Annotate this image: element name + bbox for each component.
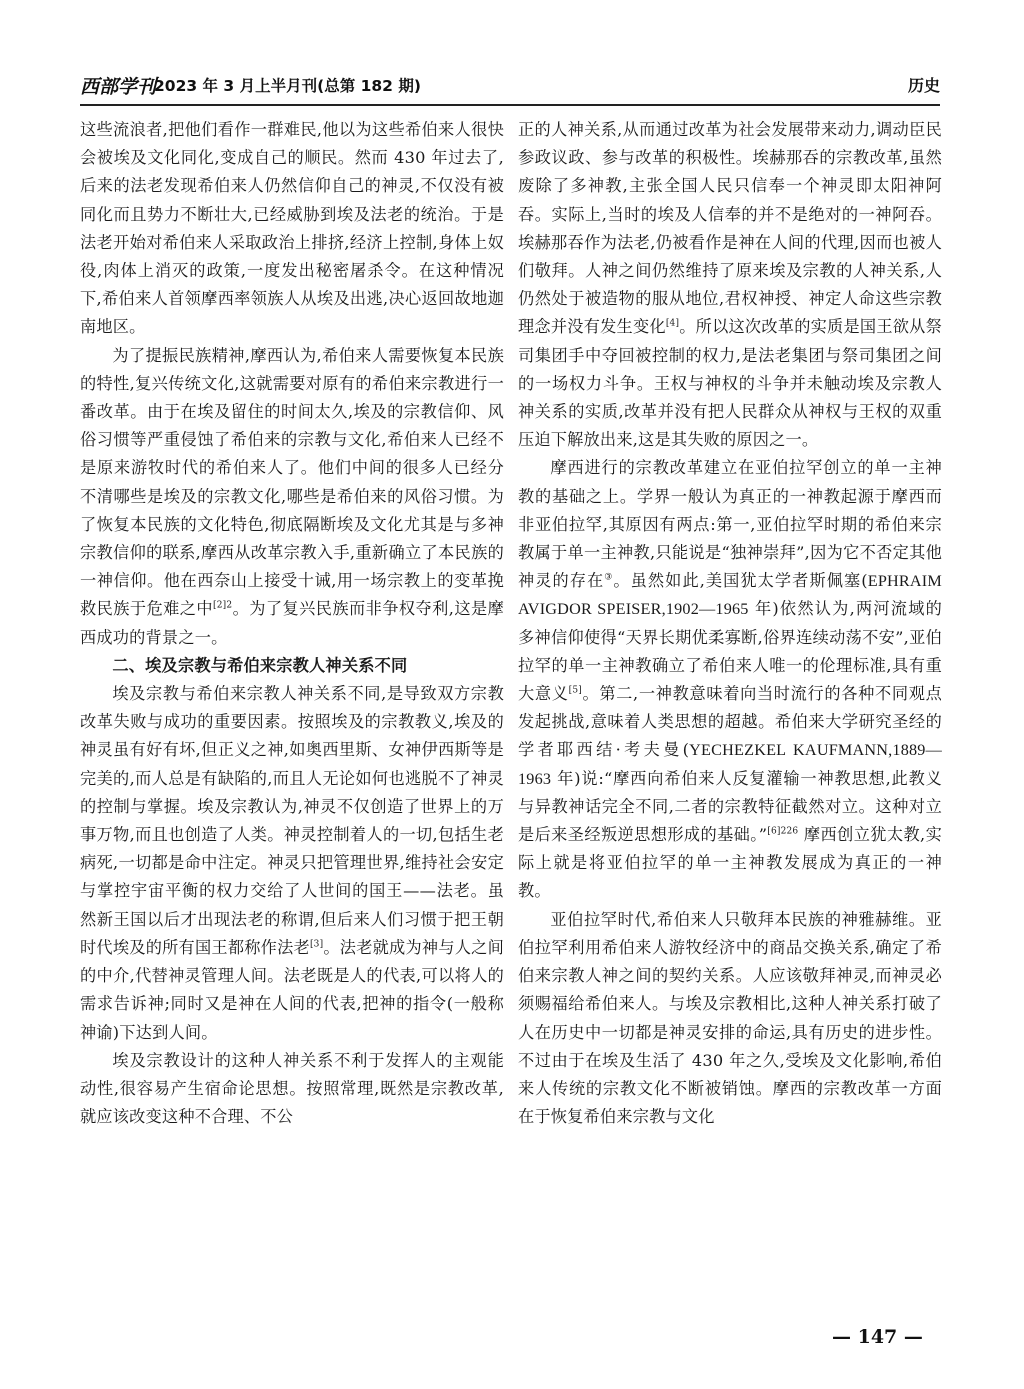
- section-title: 历史: [907, 76, 940, 95]
- paragraph-text: 摩西进行的宗教改革建立在亚伯拉罕创立的单一主神教的基础之上。学界一般认为真正的一神教起源于摩西而非亚伯拉罕,其原因有两点:第一,亚伯拉罕时期的希伯来宗教属于单一主神教,只能说是“独神崇拜”,因为它不否定其他神灵的存在: [518, 458, 942, 591]
- issue-info: 2023 年 3 月上半月刊(总第 182 期): [154, 77, 421, 95]
- paragraph: [518, 454, 942, 905]
- paragraph-text: 。所以这次改革的实质是国王欲从祭司集团手中夺回被控制的权力,是法老集团与祭司集团之间的一场权力斗争。王权与神权的斗争并未触动埃及宗教人神关系的实质,改革并没有把人民群众从神权与王权的双重压迫下解放出来,这是其失败的原因之一。: [518, 317, 942, 450]
- paragraph-text: 。法老就成为神与人之间的中介,代替神灵管理人间。法老既是人的代表,可以将人的需求告诉神;同时又是神在人间的代表,把神的指令(一般称神谕)下达到人间。: [80, 937, 504, 1042]
- left-column: [80, 116, 504, 1316]
- citation-ref: [4]: [665, 319, 680, 330]
- citation-ref: [2]2: [213, 601, 233, 612]
- citation-ref: [6]226: [767, 826, 799, 837]
- page-number: — 147 —: [832, 1326, 923, 1348]
- footnote-marker: ③: [604, 572, 614, 583]
- latin-name: YECHEZKEL KAUFMANN,1889—1963: [518, 741, 942, 788]
- paragraph-text: 。为了复兴民族而非争权夺利,这是摩西成功的背景之一。: [80, 599, 504, 647]
- citation-ref: [5]: [568, 685, 582, 696]
- journal-logo: 西部学刊: [80, 76, 157, 98]
- section-heading: 二、埃及宗教与希伯来宗教人神关系不同: [112, 655, 408, 675]
- paragraph: [80, 680, 504, 1047]
- paragraph-text: 年)说:“摩西向希伯来人反复灌输一神教思想,此教义与异教神话完全不同,二者的宗教特征截然对立。这种对立是后来圣经叛逆思想形成的基础。”: [518, 768, 942, 845]
- paragraph: [80, 342, 504, 652]
- right-column: [518, 116, 942, 1316]
- paragraph-text: 埃及宗教与希伯来宗教人神关系不同,是导致双方宗教改革失败与成功的重要因素。按照埃及的宗教教义,埃及的神灵虽有好有坏,但正义之神,如奥西里斯、女神伊西斯等是完美的,而人总是有缺陷的,而且人无论如何也逃脱不了神灵的控制与掌握。埃及宗教认为,神灵不仅创造了世界上的万事万物,而且也创造了人类。神灵控制着人的一切,包括生老病死,一切都是命中注定。神灵只把管理世界,维持社会安定与掌控宇宙平衡的权力交给了人世间的国王——法老。虽然新王国以后才出现法老的称谓,但后来人们习惯于把王朝时代埃及的所有国王都称作法老: [80, 684, 504, 957]
- paragraph-text: 。虽然如此,美国犹太学者斯佩塞(: [613, 571, 868, 591]
- citation-ref: [3]: [309, 939, 324, 950]
- paragraph: [518, 116, 942, 454]
- paragraph-text: 。第二,一神教意味着向当时流行的各种不同观点发起挑战,意味着人类思想的超越。希伯来大学研究圣经的学者耶西结·考夫曼(: [518, 684, 942, 760]
- paragraph: 亚伯拉罕时代,希伯来人只敬拜本民族的神雅赫维。亚伯拉罕利用希伯来人游牧经济中的商品交换关系,确定了希伯来宗教人神之间的契约关系。人应该敬拜神灵,而神灵必须赐福给希伯来人。与埃及宗教相比,这种人神关系打破了人在历史中一切都是神灵安排的命运,具有历史的进步性。不过由于在埃及生活了 430 年之久,受埃及文化影响,希伯来人传统的宗教文化不断被销蚀。摩西的宗教改革一方面在于恢复希伯来宗教与文化: [518, 909, 942, 1127]
- paragraph-text: 正的人神关系,从而通过改革为社会发展带来动力,调动臣民参政议政、参与改革的积极性。埃赫那吞的宗教改革,虽然废除了多神教,主张全国人民只信奉一个神灵即太阳神阿吞。实际上,当时的埃及人信奉的并不是绝对的一神阿吞。埃赫那吞作为法老,仍被看作是神在人间的代理,因而也被人们敬拜。人神之间仍然维持了原来埃及宗教的人神关系,人仍然处于被造物的服从地位,君权神授、神定人命这些宗教理念并没有发生变化: [518, 120, 942, 337]
- paragraph: 这些流浪者,把他们看作一群难民,他以为这些希伯来人很快会被埃及文化同化,变成自己的顺民。然而 430 年过去了,后来的法老发现希伯来人仍然信仰自己的神灵,不仅没有被同化而且势力不断壮大,已经威胁到埃及法老的统治。于是法老开始对希伯来人采取政治上排挤,经济上控制,身体上奴役,肉体上消灭的政策,一度发出秘密屠杀令。在这种情况下,希伯来人首领摩西率领族人从埃及出逃,决心返回故地迦南地区。: [80, 120, 504, 337]
- page-header: [80, 70, 940, 106]
- paragraph-text: 为了提振民族精神,摩西认为,希伯来人需要恢复本民族的特性,复兴传统文化,这就需要对原有的希伯来宗教进行一番改革。由于在埃及留住的时间太久,埃及的宗教信仰、风俗习惯等严重侵蚀了希伯来的宗教与文化,希伯来人已经不是原来游牧时代的希伯来人了。他们中间的很多人已经分不清哪些是埃及的宗教文化,哪些是希伯来的风俗习惯。为了恢复本民族的文化特色,彻底隔断埃及文化尤其是与多神宗教信仰的联系,摩西从改革宗教入手,重新确立了本民族的一神信仰。他在西奈山上接受十诫,用一场宗教上的变革挽救民族于危难之中: [80, 345, 504, 619]
- paragraph-text: 年)依然认为,两河流域的多神信仰使得“天界长期优柔寡断,俗界连续动荡不安”,亚伯拉罕的单一主神教确立了希伯来人唯一的伦理标准,具有重大意义: [518, 599, 942, 704]
- paragraph-text: 摩西创立犹太教,实际上就是将亚伯拉罕的单一主神教发展成为真正的一神教。: [518, 825, 942, 901]
- latin-name: EPHRAIM AVIGDOR SPEISER,1902—1965: [518, 572, 942, 619]
- paragraph: 埃及宗教设计的这种人神关系不利于发挥人的主观能动性,很容易产生宿命论思想。按照常理,既然是宗教改革,就应该改变这种不合理、不公: [80, 1050, 504, 1127]
